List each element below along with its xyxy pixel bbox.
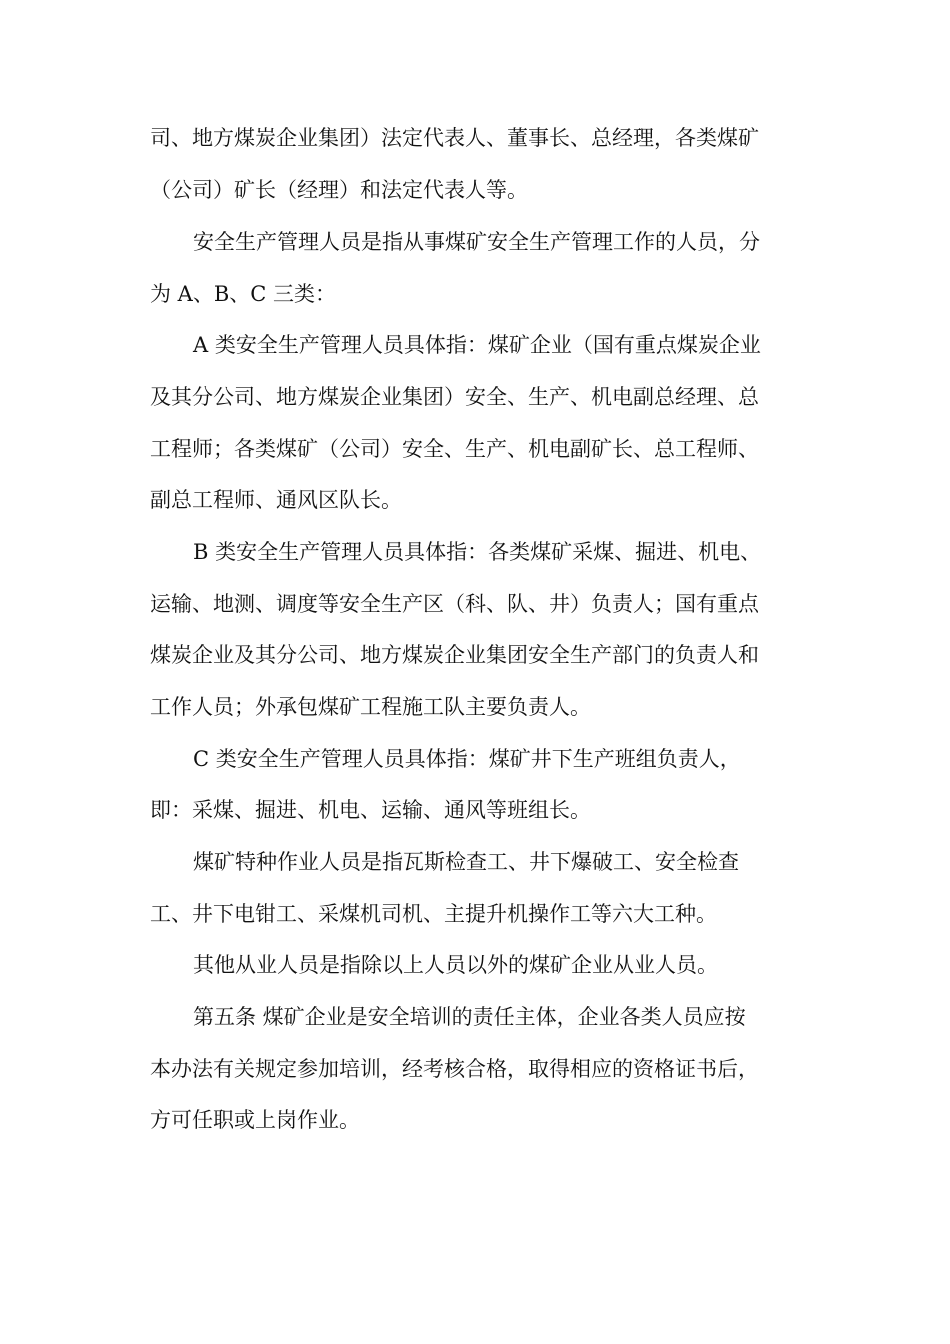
text-line: 工作人员；外承包煤矿工程施工队主要负责人。 — [150, 695, 591, 719]
text-line: 本办法有关规定参加培训，经考核合格，取得相应的资格证书后， — [150, 1057, 759, 1081]
paragraph-start-line: 安全生产管理人员是指从事煤矿安全生产管理工作的人员，分 — [193, 230, 760, 254]
paragraph-start-line: C 类安全生产管理人员具体指：煤矿井下生产班组负责人， — [193, 747, 741, 771]
paragraph-start-line: 其他从业人员是指除以上人员以外的煤矿企业从业人员。 — [193, 953, 718, 977]
paragraph-start-line: B 类安全生产管理人员具体指：各类煤矿采煤、掘进、机电、 — [193, 540, 762, 564]
text-line: 及其分公司、地方煤炭企业集团）安全、生产、机电副总经理、总 — [150, 385, 759, 409]
paragraph-start-line: 第五条 煤矿企业是安全培训的责任主体，企业各类人员应按 — [193, 1005, 746, 1029]
text-line: 方可任职或上岗作业。 — [150, 1108, 360, 1132]
text-line: （公司）矿长（经理）和法定代表人等。 — [150, 178, 528, 202]
text-line: 司、地方煤炭企业集团）法定代表人、董事长、总经理，各类煤矿 — [150, 126, 759, 150]
text-line: 为 A、B、C 三类： — [150, 282, 337, 306]
text-line: 副总工程师、通风区队长。 — [150, 488, 402, 512]
text-line: 煤炭企业及其分公司、地方煤炭企业集团安全生产部门的负责人和 — [150, 643, 759, 667]
text-line: 工程师；各类煤矿（公司）安全、生产、机电副矿长、总工程师、 — [150, 437, 759, 461]
paragraph-start-line: 煤矿特种作业人员是指瓦斯检查工、井下爆破工、安全检查 — [193, 850, 739, 874]
text-line: 运输、地测、调度等安全生产区（科、队、井）负责人；国有重点 — [150, 592, 759, 616]
text-line: 即：采煤、掘进、机电、运输、通风等班组长。 — [150, 798, 591, 822]
paragraph-start-line: A 类安全生产管理人员具体指：煤矿企业（国有重点煤炭企业 — [193, 333, 761, 357]
text-line: 工、井下电钳工、采煤机司机、主提升机操作工等六大工种。 — [150, 902, 717, 926]
